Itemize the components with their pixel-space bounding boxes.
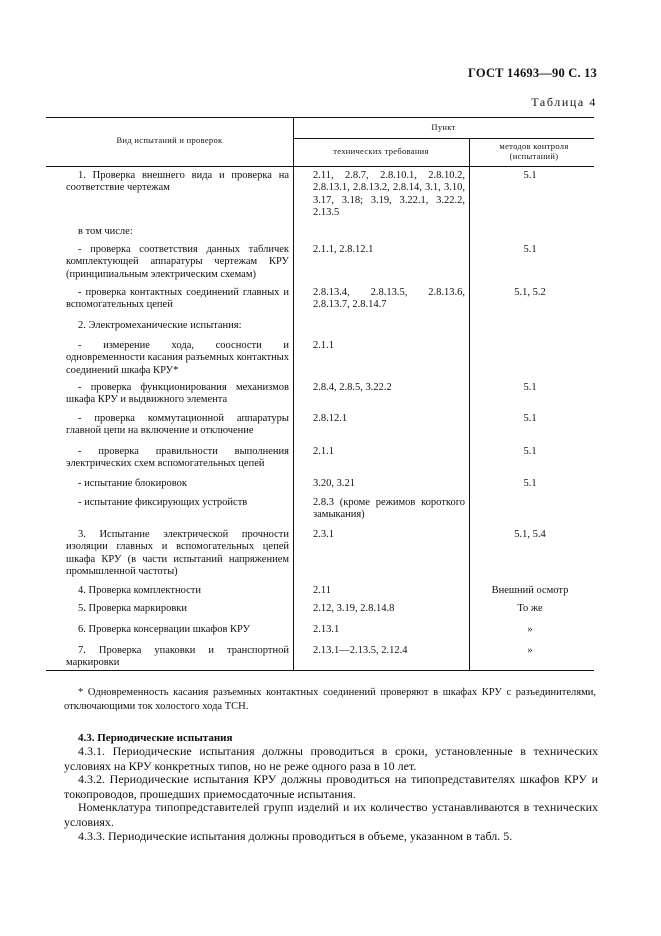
row-test-name: 7. Проверка упаковки и транспортной маркировки — [66, 645, 289, 669]
row-requirements: 2.13.1—2.13.5, 2.12.4 — [313, 645, 408, 656]
table-header-group: Пункт — [431, 122, 456, 132]
table-bottom-rule — [46, 670, 594, 671]
row-methods: 5.1 — [523, 170, 537, 181]
row-methods: 5.1, 5.2 — [514, 287, 546, 298]
row-requirements: 2.8.13.4, 2.8.13.5, 2.8.13.6, 2.8.13.7, 2.8.14.7 — [313, 287, 465, 311]
paragraph-4-3-1: 4.3.1. Периодические испытания должны проводиться в сроки, установленные в технических условиях на КРУ конкретных типов, но не реже одного раза в 10 лет. — [64, 744, 598, 773]
row-requirements: 2.8.12.1 — [313, 413, 348, 424]
paragraph-nomenclature: Номенклатура типопредставителей групп изделий и их количество устанавливаются в технических условиях. — [64, 800, 598, 829]
row-requirements: 2.1.1, 2.8.12.1 — [313, 244, 374, 255]
table-header-methods: методов контроля (испытаний) — [499, 141, 569, 161]
row-test-name: - измерение хода, соосности и одновременности касания разъемных контактных соединений шкафа КРУ* — [66, 340, 289, 376]
row-test-name: - испытание блокировок — [78, 478, 188, 489]
row-methods: 5.1 — [523, 478, 537, 489]
row-requirements: 3.20, 3.21 — [313, 478, 355, 489]
row-test-name: - испытание фиксирующих устройств — [78, 497, 248, 508]
section-title: 4.3. Периодические испытания — [78, 732, 233, 744]
row-test-name: 1. Проверка внешнего вида и проверка на соответствие чертежам — [66, 170, 289, 194]
page-header: ГОСТ 14693—90 С. 13 — [468, 66, 597, 80]
paragraph-4-3-3: 4.3.3. Периодические испытания должны проводиться в объеме, указанном в табл. 5. — [78, 829, 513, 843]
row-methods: 5.1 — [523, 382, 537, 393]
row-requirements: 2.1.1 — [313, 340, 334, 351]
paragraph-4-3-2: 4.3.2. Периодические испытания КРУ должны проводиться на типопредставителях шкафов КРУ и токопроводов, прошедших приемосдаточные испытания. — [64, 772, 598, 801]
table-footnote: * Одновременность касания разъемных контактных соединений проверяют в шкафах КРУ с разъединителями, отключающими ток холостого хода ТСН. — [64, 687, 596, 712]
table-group-rule — [293, 138, 594, 139]
row-test-name: 2. Электромеханические испытания: — [78, 320, 242, 331]
row-test-name: 3. Испытание электрической прочности изоляции главных и вспомогательных цепей шкафа КРУ (в части испытаний напряжением промышленной частоты) — [66, 529, 289, 578]
row-methods: 5.1 — [523, 244, 537, 255]
row-test-name: в том числе: — [78, 226, 133, 237]
table-header-requirements: технических требования — [333, 146, 429, 156]
row-test-name: - проверка контактных соединений главных и вспомогательных цепей — [66, 287, 289, 311]
table-col-divider-1 — [293, 117, 294, 670]
row-methods: 5.1, 5.4 — [514, 529, 546, 540]
row-requirements: 2.8.4, 2.8.5, 3.22.2 — [313, 382, 392, 393]
table-header-rule — [46, 166, 594, 167]
row-methods: То же — [517, 603, 543, 614]
row-methods: » — [527, 645, 533, 656]
row-requirements: 2.12, 3.19, 2.8.14.8 — [313, 603, 395, 614]
table-header-kind: Вид испытаний и проверок — [116, 135, 223, 145]
row-requirements: 2.11 — [313, 585, 331, 596]
row-test-name: - проверка соответствия данных табличек комплектующей аппаратуры чертежам КРУ (принципиальным электрическим схемам) — [66, 244, 289, 280]
row-test-name: - проверка функционирования механизмов шкафа КРУ и выдвижного элемента — [66, 382, 289, 406]
row-requirements: 2.13.1 — [313, 624, 340, 635]
row-test-name: 6. Проверка консервации шкафов КРУ — [78, 624, 251, 635]
row-methods: » — [527, 624, 533, 635]
row-test-name: 4. Проверка комплектности — [78, 585, 201, 596]
row-methods: 5.1 — [523, 413, 537, 424]
row-test-name: 5. Проверка маркировки — [78, 603, 187, 614]
row-methods: 5.1 — [523, 446, 537, 457]
row-requirements: 2.11, 2.8.7, 2.8.10.1, 2.8.10.2, 2.8.13.1, 2.8.13.2, 2.8.14, 3.1, 3.10, 3.17, 3.18; 3.19, 3.22.1, 3.22.2, 2.13.5 — [313, 170, 465, 219]
table-label: Таблица 4 — [531, 95, 597, 109]
row-test-name: - проверка коммутационной аппаратуры главной цепи на включение и отключение — [66, 413, 289, 437]
table-top-rule — [46, 117, 594, 118]
row-requirements: 2.1.1 — [313, 446, 334, 457]
row-requirements: 2.3.1 — [313, 529, 334, 540]
row-methods: Внешний осмотр — [491, 585, 569, 596]
row-requirements: 2.8.3 (кроме режимов короткого замыкания) — [313, 497, 465, 521]
row-test-name: - проверка правильности выполнения электрических схем вспомогательных цепей — [66, 446, 289, 470]
table-col-divider-2 — [469, 138, 470, 670]
